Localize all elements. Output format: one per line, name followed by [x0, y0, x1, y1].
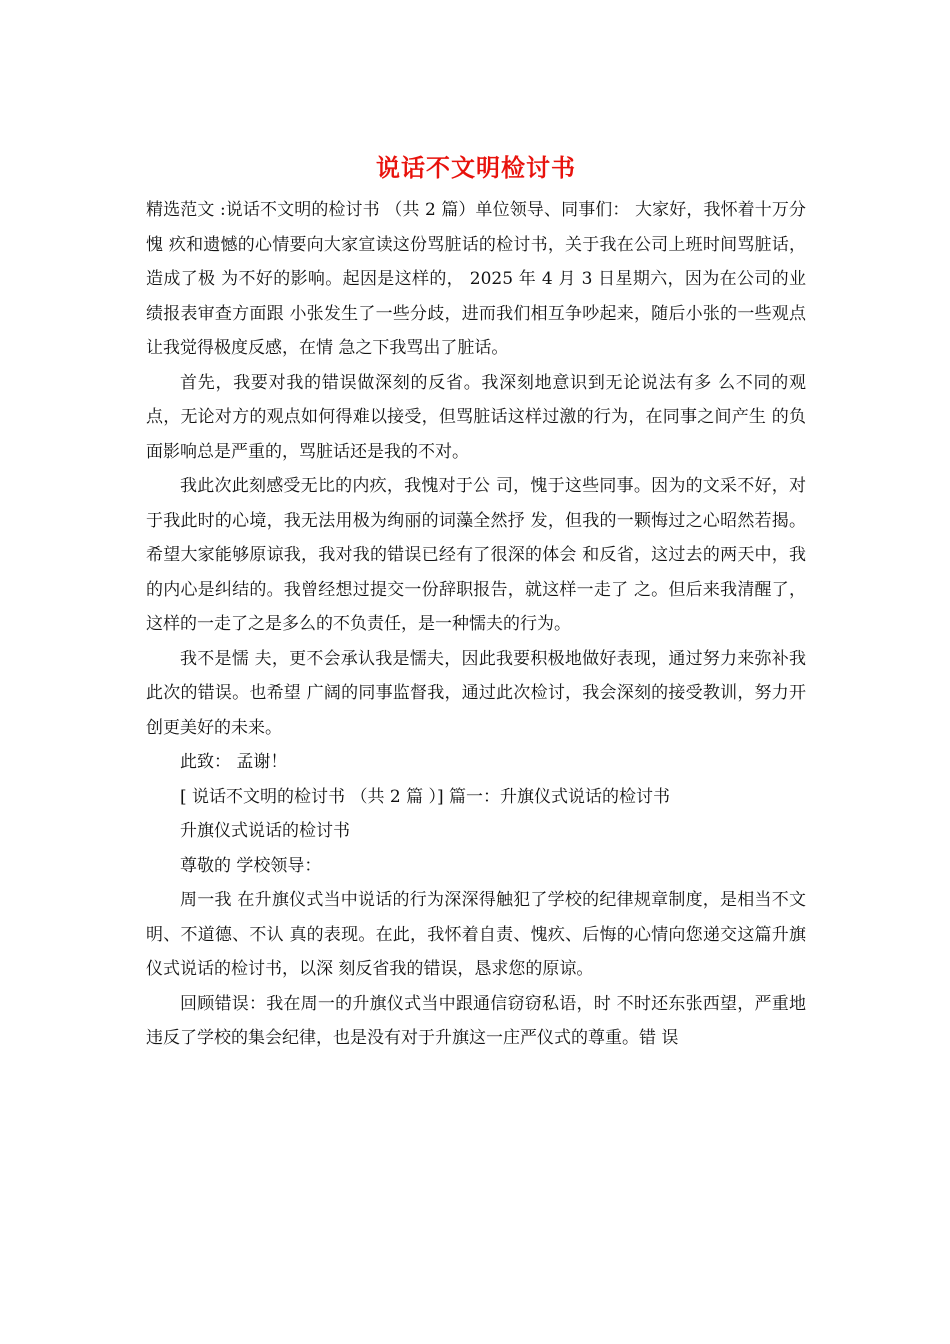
paragraph: 回顾错误：我在周一的升旗仪式当中跟通信窃窃私语，时 不时还东张西望，严重地违反了学校的集会纪律，也是没有对于升旗这一庄严仪式的尊重。错 误 [146, 993, 806, 1048]
paragraph: 升旗仪式说话的检讨书 [180, 821, 350, 841]
document-title: 说话不文明检讨书 [376, 153, 576, 182]
paragraph: 首先，我要对我的错误做深刻的反省。我深刻地意识到无论说法有多 么不同的观点，无论对方的观点如何得难以接受，但骂脏话这样过激的行为，在同事之间产生 的负面影响总是严重的，骂脏话还是我的不对。 [146, 372, 806, 462]
paragraph: 精选范文 :说话不文明的检讨书 （共 2 篇）单位领导、同事们： 大家好，我怀着十万分愧 疚和遗憾的心情要向大家宣读这份骂脏话的检讨书，关于我在公司上班时间骂脏话，造成了极 为不好的影响。起因是这样的， 2025 年 4 月 3 日星期六，因为在公司的业绩报表审查方面跟 小张发生了一些分歧，进而我们相互争吵起来，随后小张的一些观点让我觉得极度反感，在情 急之下我骂出了脏话。 [146, 200, 806, 358]
paragraph: 我此次此刻感受无比的内疚，我愧对于公 司，愧于这些同事。因为的文采不好，对于我此时的心境，我无法用极为绚丽的词藻全然抒 发，但我的一颗悔过之心昭然若揭。希望大家能够原谅我，我对我的错误已经有了很深的体会 和反省，这过去的两天中，我的内心是纠结的。我曾经想过提交一份辞职报告，就这样一走了 之。但后来我清醒了，这样的一走了之是多么的不负责任，是一种懦夫的行为。 [146, 476, 806, 634]
document-body [146, 193, 806, 1056]
paragraph: 此致： 孟谢！ [180, 752, 288, 772]
paragraph: 尊敬的 学校领导： [180, 855, 322, 876]
paragraph: 我不是懦 夫，更不会承认我是懦夫，因此我要积极地做好表现，通过努力来弥补我此次的错误。也希望 广阔的同事监督我，通过此次检讨，我会深刻的接受教训，努力开创更美好的未来。 [146, 648, 806, 738]
paragraph: 周一我 在升旗仪式当中说话的行为深深得触犯了学校的纪律规章制度，是相当不文明、不道德、不认 真的表现。在此，我怀着自责、愧疚、后悔的心情向您递交这篇升旗仪式说话的检讨书，以深 刻反省我的错误，恳求您的原谅。 [146, 890, 806, 979]
paragraph: [ 说话不文明的检讨书 （共 2 篇 ）] 篇一：升旗仪式说话的检讨书 [180, 786, 671, 807]
